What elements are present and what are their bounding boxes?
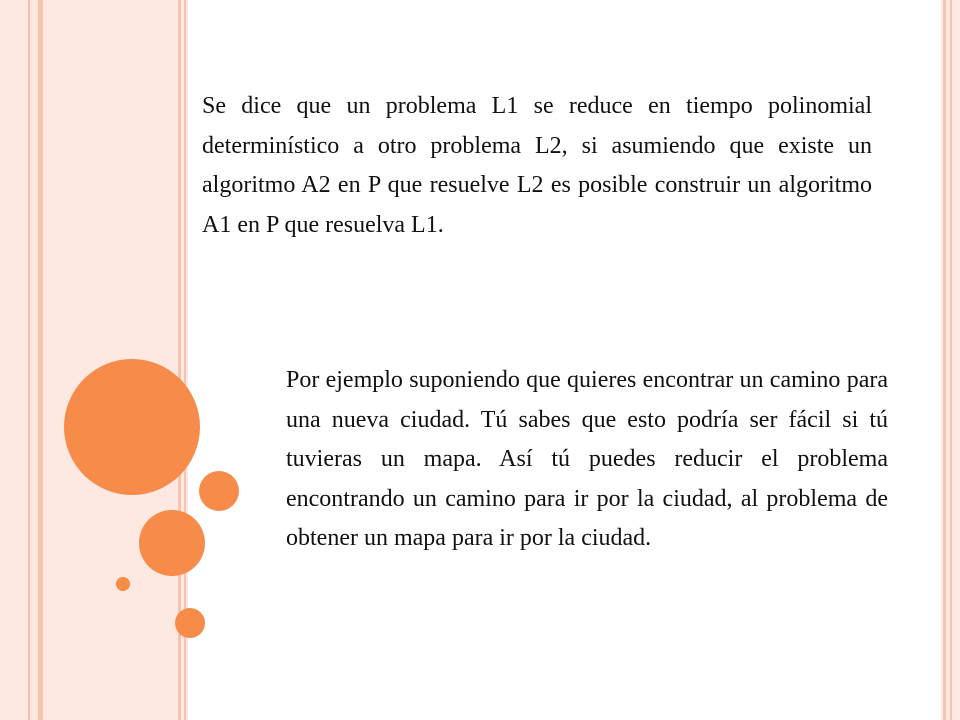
decorative-stripe bbox=[28, 0, 30, 720]
definition-paragraph: Se dice que un problema L1 se reduce en tiempo polinomial determinístico a otro problema L2, si asumiendo que existe un algoritmo A2 en P que resuelve L2 es posible construir un algoritmo A1 en P que resuelva L1. bbox=[202, 93, 872, 238]
decorative-stripe bbox=[38, 0, 43, 720]
decorative-circle-small bbox=[199, 471, 239, 511]
decorative-circle-small bbox=[175, 608, 205, 638]
decorative-circle-medium bbox=[139, 510, 205, 576]
decorative-circle-tiny bbox=[116, 577, 130, 591]
decorative-circle-large bbox=[64, 359, 200, 495]
example-paragraph: Por ejemplo suponiendo que quieres encontrar un camino para una nueva ciudad. Tú sabes que esto podría ser fácil si tú tuvieras un mapa. Así tú puedes reducir el problema encontrando un camino para ir por la ciudad, al problema de obtener un mapa para ir por la ciudad. bbox=[286, 367, 888, 552]
decorative-stripe bbox=[943, 0, 946, 720]
decorative-stripe bbox=[950, 0, 952, 720]
